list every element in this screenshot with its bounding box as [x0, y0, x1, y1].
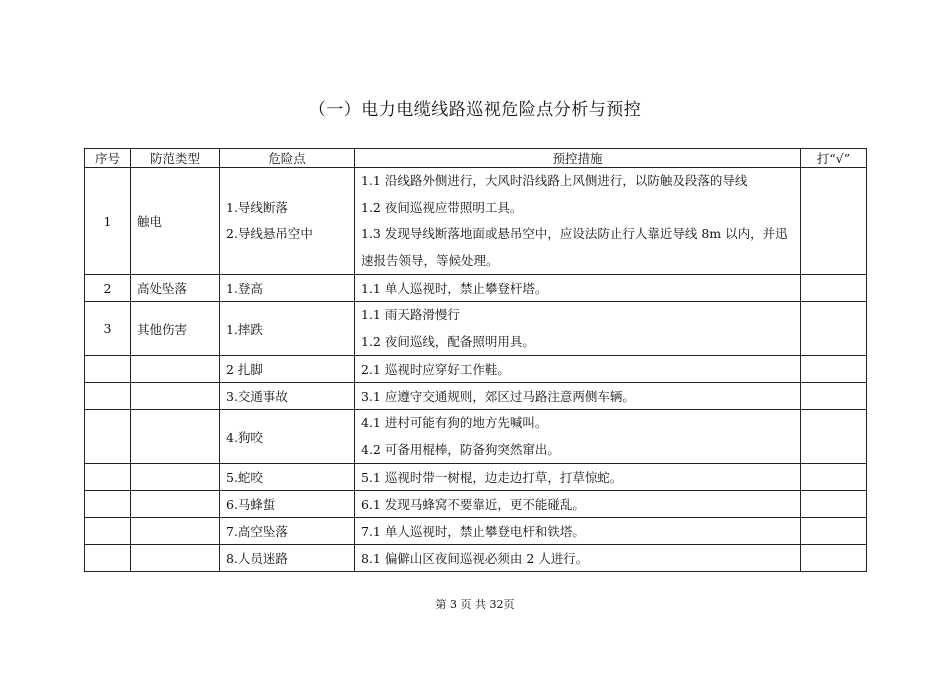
- row-type: [131, 491, 220, 518]
- row-check-cell[interactable]: [801, 518, 867, 545]
- row-measures: [355, 168, 801, 275]
- row-no: [85, 545, 131, 572]
- table-row: [85, 168, 867, 275]
- row-check-cell[interactable]: [801, 410, 867, 464]
- table-row: [85, 275, 867, 302]
- row-check-cell[interactable]: [801, 356, 867, 383]
- measure-item: 1.2 夜间巡线，配备照明用具。: [361, 333, 535, 349]
- row-hazards: [220, 168, 355, 275]
- row-hazards: 8.人员迷路: [220, 545, 355, 572]
- row-type: [131, 410, 220, 464]
- hazard-item: 1.导线断落: [226, 199, 288, 215]
- table-row: [85, 518, 867, 545]
- row-no: 3: [85, 302, 131, 356]
- measure-item: 1.3 发现导线断落地面或悬吊空中，应设法防止行人靠近导线 8m 以内，并迅速报告领导，等候处理。: [361, 226, 788, 268]
- header-hazard: 危险点: [220, 149, 355, 168]
- row-no: [85, 383, 131, 410]
- row-measures: 5.1 巡视时带一树棍，边走边打草，打草惊蛇。: [355, 464, 801, 491]
- row-hazards: 3.交通事故: [220, 383, 355, 410]
- header-check: 打“√”: [801, 149, 867, 168]
- header-type: 防范类型: [131, 149, 220, 168]
- row-hazards: 1.登高: [220, 275, 355, 302]
- row-type: [131, 545, 220, 572]
- row-hazards: 4.狗咬: [220, 410, 355, 464]
- page-title: （一）电力电缆线路巡视危险点分析与预控: [308, 100, 642, 120]
- row-check-cell[interactable]: [801, 491, 867, 518]
- table-row: [85, 464, 867, 491]
- row-measures: 7.1 单人巡视时，禁止攀登电杆和铁塔。: [355, 518, 801, 545]
- row-no: [85, 410, 131, 464]
- row-no: [85, 518, 131, 545]
- page-footer: 第 3 页 共 32页: [435, 598, 515, 611]
- row-measures: [355, 410, 801, 464]
- row-measures: 2.1 巡视时应穿好工作鞋。: [355, 356, 801, 383]
- row-check-cell[interactable]: [801, 302, 867, 356]
- table-row: [85, 356, 867, 383]
- row-no: [85, 356, 131, 383]
- table-row: [85, 410, 867, 464]
- header-no: 序号: [85, 149, 131, 168]
- row-type: [131, 356, 220, 383]
- measure-item: 4.2 可备用棍棒，防备狗突然窜出。: [361, 441, 560, 457]
- row-check-cell[interactable]: [801, 464, 867, 491]
- row-no: [85, 491, 131, 518]
- measure-item: 1.2 夜间巡视应带照明工具。: [361, 199, 523, 215]
- row-no: 2: [85, 275, 131, 302]
- row-type: 触电: [131, 168, 220, 275]
- row-hazards: 7.高空坠落: [220, 518, 355, 545]
- row-type: 其他伤害: [131, 302, 220, 356]
- row-type: [131, 518, 220, 545]
- row-hazards: 2 扎脚: [220, 356, 355, 383]
- row-type: 高处坠落: [131, 275, 220, 302]
- row-hazards: 1.摔跌: [220, 302, 355, 356]
- row-type: [131, 383, 220, 410]
- measure-item: 1.1 雨天路滑慢行: [361, 307, 460, 322]
- measure-item: 4.1 进村可能有狗的地方先喊叫。: [361, 415, 548, 430]
- hazard-item: 2.导线悬吊空中: [226, 226, 313, 241]
- table-row: [85, 491, 867, 518]
- row-check-cell[interactable]: [801, 275, 867, 302]
- table-row: [85, 383, 867, 410]
- measure-item: 1.1 沿线路外侧进行，大风时沿线路上风侧进行，以防触及段落的导线: [361, 173, 748, 188]
- header-measures: 预控措施: [355, 149, 801, 168]
- row-check-cell[interactable]: [801, 383, 867, 410]
- row-no: [85, 464, 131, 491]
- row-no: 1: [85, 168, 131, 275]
- risk-table: [84, 148, 867, 572]
- row-measures: 1.1 单人巡视时，禁止攀登杆塔。: [355, 275, 801, 302]
- row-hazards: 5.蛇咬: [220, 464, 355, 491]
- row-check-cell[interactable]: [801, 168, 867, 275]
- row-check-cell[interactable]: [801, 545, 867, 572]
- table-header-row: [85, 149, 867, 168]
- row-measures: 8.1 偏僻山区夜间巡视必须由 2 人进行。: [355, 545, 801, 572]
- table-row: [85, 545, 867, 572]
- row-measures: [355, 302, 801, 356]
- row-measures: 6.1 发现马蜂窝不要靠近，更不能碰乱。: [355, 491, 801, 518]
- row-hazards: 6.马蜂蜇: [220, 491, 355, 518]
- table-row: [85, 302, 867, 356]
- row-measures: 3.1 应遵守交通规则，郊区过马路注意两侧车辆。: [355, 383, 801, 410]
- row-type: [131, 464, 220, 491]
